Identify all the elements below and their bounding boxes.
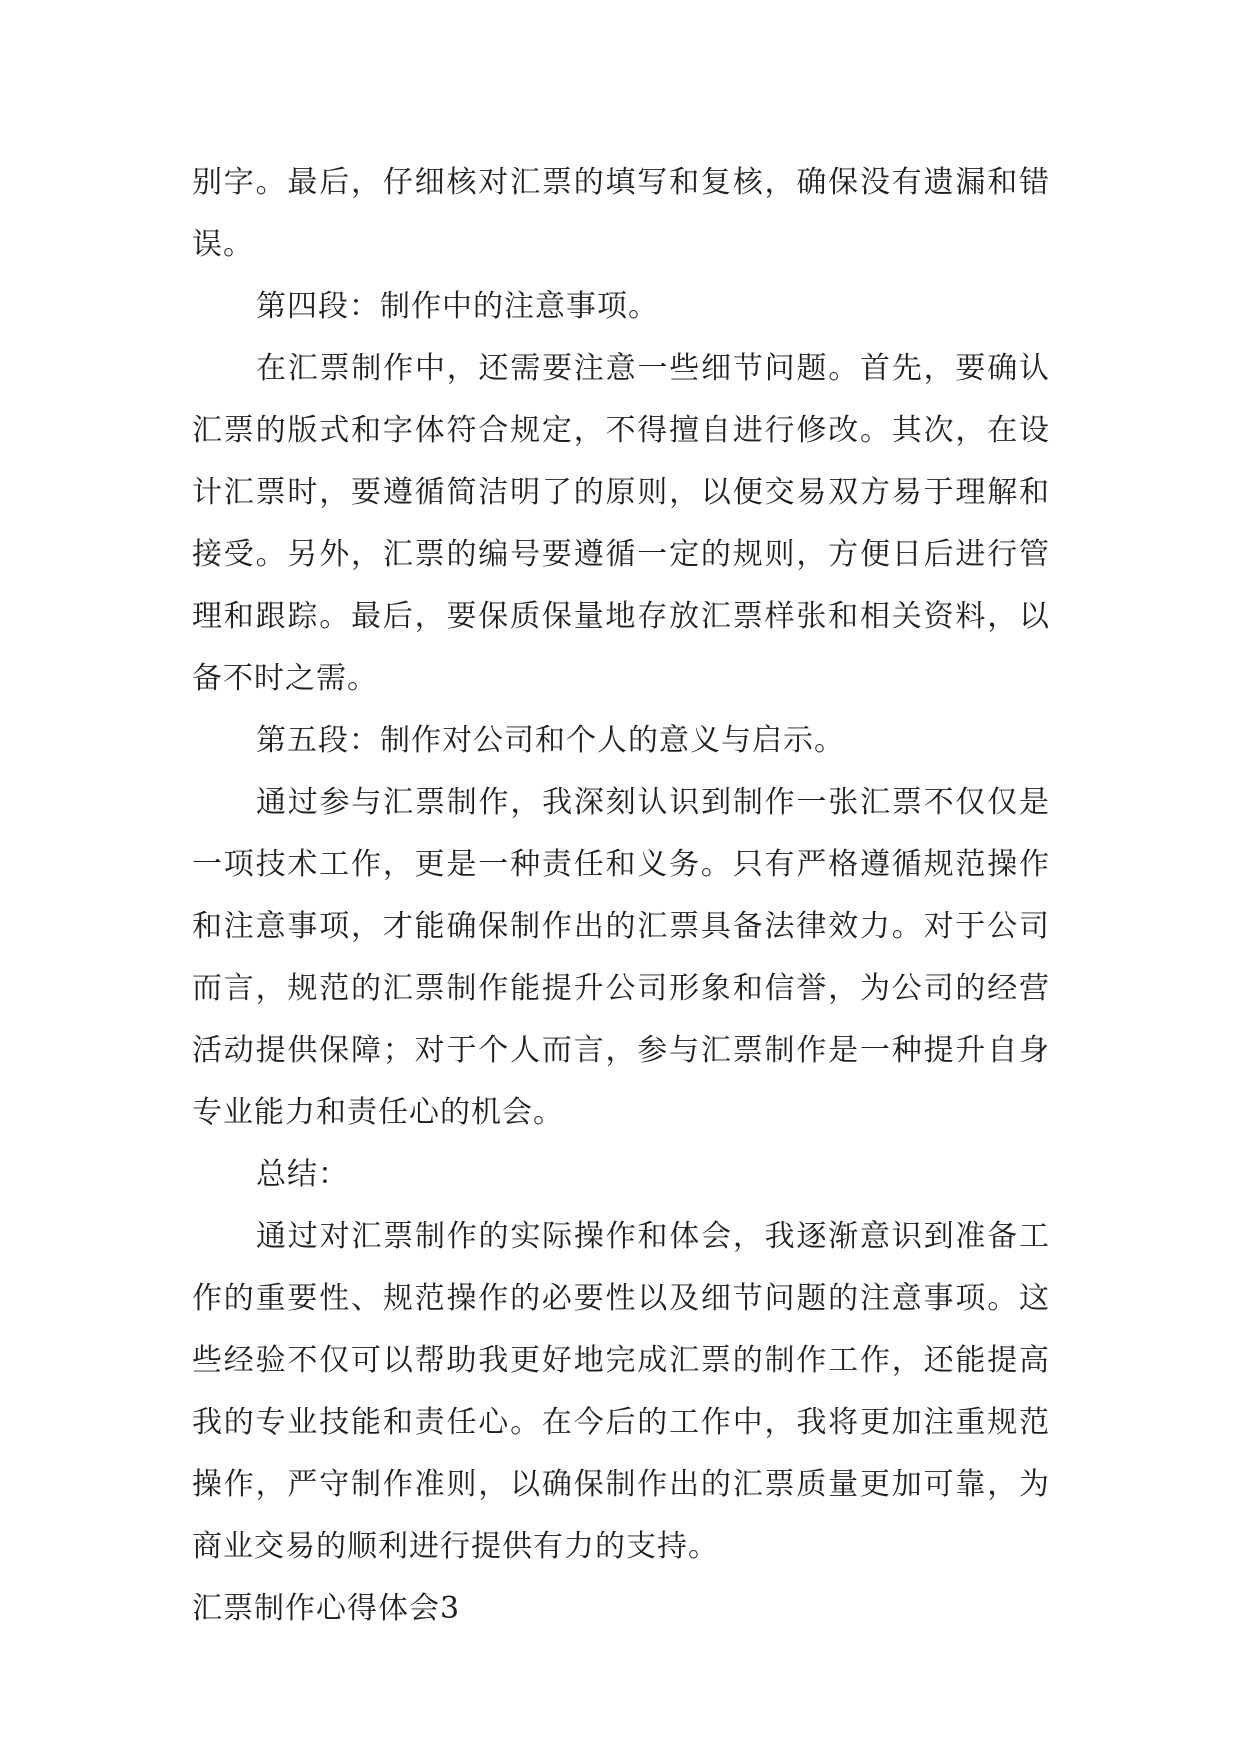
section-heading-5: 第五段：制作对公司和个人的意义与启示。 — [256, 723, 845, 758]
document-body — [192, 152, 1050, 1640]
paragraph-continuation: 别字。最后，仔细核对汇票的填写和复核，确保没有遗漏和错误。 — [192, 165, 1050, 262]
paragraph-summary: 通过对汇票制作的实际操作和体会，我逐渐意识到准备工作的重要性、规范操作的必要性以及细节问题的注意事项。这些经验不仅可以帮助我更好地完成汇票的制作工作，还能提高我的专业技能和责任心。在今后的工作中，我将更加注重规范操作，严守制作准则，以确保制作出的汇票质量更加可靠，为商业交易的顺利进行提供有力的支持。 — [192, 1219, 1050, 1564]
paragraph-section-5: 通过参与汇票制作，我深刻认识到制作一张汇票不仅仅是一项技术工作，更是一种责任和义务。只有严格遵循规范操作和注意事项，才能确保制作出的汇票具备法律效力。对于公司而言，规范的汇票制作能提升公司形象和信誉，为公司的经营活动提供保障；对于个人而言，参与汇票制作是一种提升自身专业能力和责任心的机会。 — [192, 785, 1050, 1130]
paragraph-section-4: 在汇票制作中，还需要注意一些细节问题。首先，要确认汇票的版式和字体符合规定，不得擅自进行修改。其次，在设计汇票时，要遵循简洁明了的原则，以便交易双方易于理解和接受。另外，汇票的编号要遵循一定的规则，方便日后进行管理和跟踪。最后，要保质保量地存放汇票样张和相关资料，以备不时之需。 — [192, 351, 1050, 696]
summary-heading: 总结： — [256, 1157, 349, 1192]
article-title: 汇票制作心得体会3 — [192, 1591, 461, 1626]
section-heading-4: 第四段：制作中的注意事项。 — [256, 289, 659, 324]
